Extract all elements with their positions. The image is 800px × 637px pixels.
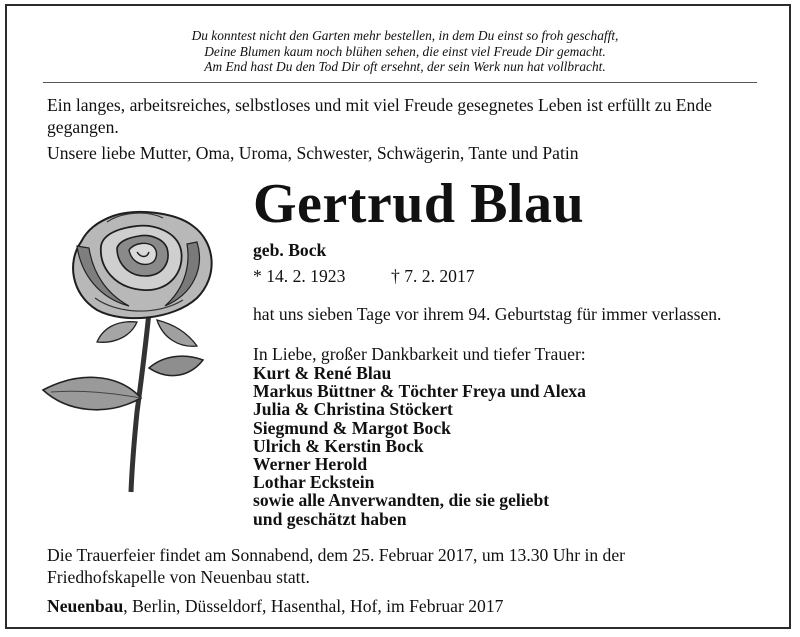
intro-relations: Unsere liebe Mutter, Oma, Uroma, Schwester, Schwägerin, Tante und Patin: [47, 143, 579, 163]
mourner-name: und geschätzt haben: [253, 508, 407, 529]
intro-text: [47, 94, 767, 164]
death-date: † 7. 2. 2017: [391, 266, 475, 286]
place-and-date: [47, 596, 503, 617]
obituary-card: [5, 4, 791, 629]
mourner-name: Siegmund & Margot Bock: [253, 417, 451, 438]
poem-line: Du konntest nicht den Garten mehr bestellen, in dem Du einst so froh geschafft,: [191, 28, 619, 43]
mourner-name: Lothar Eckstein: [253, 472, 375, 493]
life-dates: [253, 266, 475, 287]
mourners-list: [253, 364, 586, 528]
place-rest: , Berlin, Düsseldorf, Hasenthal, Hof, im Februar 2017: [123, 596, 504, 616]
mourner-name: sowie alle Anverwandten, die sie geliebt: [253, 490, 550, 511]
poem-line: Deine Blumen kaum noch blühen sehen, die einst viel Freude Dir gemacht.: [204, 43, 606, 59]
mourners-intro: In Liebe, großer Dankbarkeit und tiefer Trauer:: [253, 344, 586, 364]
poem: [7, 28, 800, 75]
rose-icon: [37, 202, 227, 496]
passing-text: hat uns sieben Tage vor ihrem 94. Geburtstag für immer verlassen.: [253, 304, 722, 324]
intro-line: Ein langes, arbeitsreiches, selbstloses und mit viel Freude gesegnetes Leben ist erfüllt zu Ende gegangen.: [47, 95, 712, 137]
birth-date: * 14. 2. 1923: [253, 266, 346, 286]
divider: [43, 82, 757, 83]
mourner-name: Kurt & René Blau: [253, 363, 392, 383]
mourner-name: Werner Herold: [253, 454, 368, 475]
maiden-name: geb. Bock: [253, 240, 327, 260]
place-bold: Neuenbau: [47, 596, 124, 616]
deceased-name: Gertrud Blau: [253, 173, 585, 235]
mourner-name: Julia & Christina Stöckert: [253, 399, 453, 420]
mourner-name: Markus Büttner & Töchter Freya und Alexa: [253, 381, 586, 402]
mourner-name: Ulrich & Kerstin Bock: [253, 435, 424, 456]
funeral-notice: Die Trauerfeier findet am Sonnabend, dem 25. Februar 2017, um 13.30 Uhr in der Friedhofskapelle von Neuenbau statt.: [47, 545, 626, 587]
poem-line: Am End hast Du den Tod Dir oft ersehnt, der sein Werk nun hat vollbracht.: [204, 59, 606, 74]
